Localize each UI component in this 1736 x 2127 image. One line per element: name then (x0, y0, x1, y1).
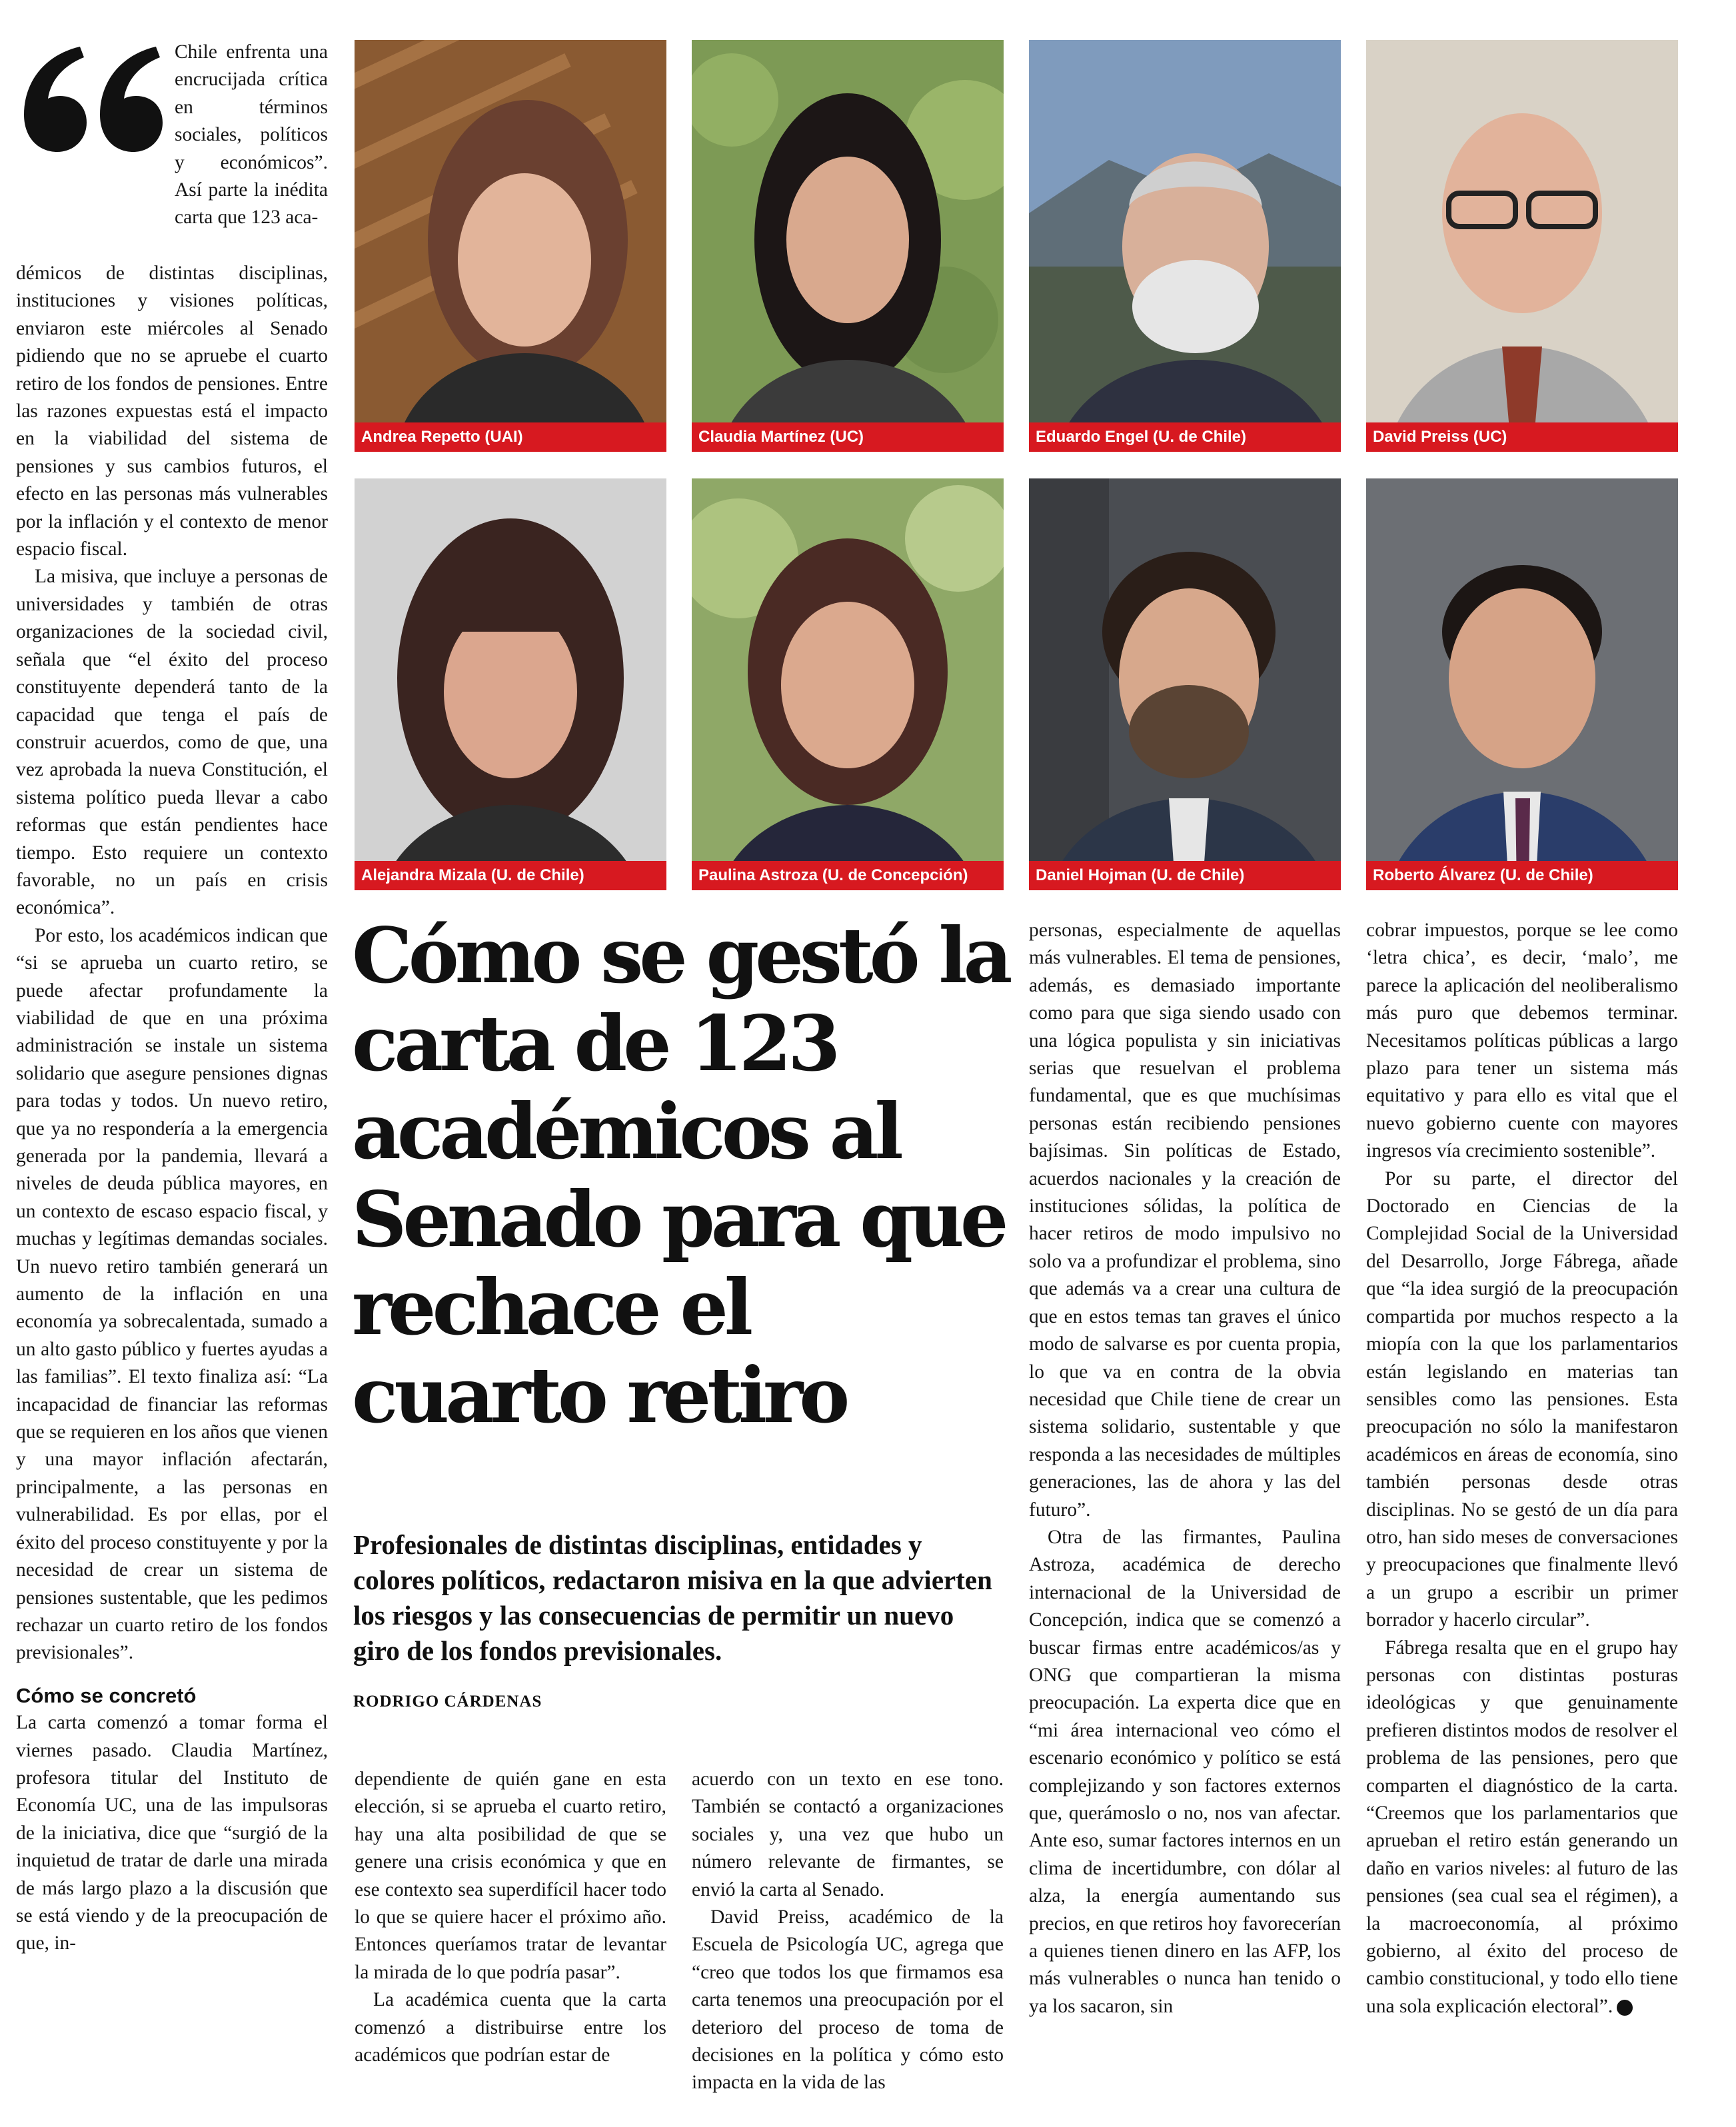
paragraph: La académica cuenta que la carta comenzó a distribuirse entre los académicos que podrían estar de (355, 1989, 666, 2066)
column-5 (1366, 917, 1678, 2020)
paragraph: La misiva, que incluye a personas de universidades y también de otras organizaciones de la sociedad civil, señala que “el éxito del proceso constituyente dependerá tanto de la capacidad que tenga el país de construir acuerdos, como de que, una vez aprobada la nueva Constitución, el sistema político pueda llevar a cabo reformas que están pendientes hace tiempo. Esto requiere un contexto favorable, no un país en crisis económica”. (16, 566, 328, 919)
photo-caption: Andrea Repetto (UAI) (355, 422, 666, 452)
paragraph: David Preiss, académico de la Escuela de Psicología UC, agrega que “creo que todos los que firmamos esa carta tenemos una preocupación por el deterioro del proceso de toma de decisiones en la política y cómo esto impacta en la vida de las (692, 1906, 1004, 2094)
photo-caption: Eduardo Engel (U. de Chile) (1029, 422, 1341, 452)
photo-claudia-martinez (692, 40, 1004, 452)
photo-eduardo-engel (1029, 40, 1341, 452)
paragraph (1366, 1635, 1678, 2021)
photo-daniel-hojman (1029, 478, 1341, 890)
photo-caption: David Preiss (UC) (1366, 422, 1678, 452)
column-4 (1029, 917, 1341, 2020)
photo-caption: Paulina Astroza (U. de Concepción) (692, 861, 1004, 890)
column-3 (692, 1766, 1004, 2097)
paragraph: Por esto, los académicos indican que “si se aprueba un cuarto retiro, se puede afectar profundamente la viabilidad de que en una próxima administración se instale un sistema solidario que asegure pensiones dignas para todas y todos. Un nuevo retiro, que ya no respondería a la emergencia generada por la pandemia, llevará a niveles de deuda pública mayores, en un contexto de escaso espacio fiscal, y muchas y legítimas demandas sociales. Un nuevo retiro también generará un aumento de la inflación en una economía ya sobrecalentada, sumado a un alto gasto público y fuertes ayudas a las familias”. El texto finaliza así: “La incapacidad de financiar las reformas que se requieren en los años que vienen y una mayor inflación afectarán, principalmente, a las personas en vulnerabilidad. Es por ellas, por el éxito del proceso constituyente y por la necesidad de crear un sistema de pensiones sustentable, que les pedimos rechazar un cuarto retiro de los fondos previsionales”. (16, 924, 328, 1664)
photo-caption: Daniel Hojman (U. de Chile) (1029, 861, 1341, 890)
article-byline: RODRIGO CÁRDENAS (353, 1693, 542, 1711)
end-mark-icon (1617, 2000, 1633, 2016)
article-deck: Profesionales de distintas disciplinas, entidades y colores políticos, redactaron misiva en la que advierten los riesgos y las consecuencias de permitir un nuevo giro de los fondos previsionales. (353, 1529, 992, 1666)
subheading: Cómo se concretó (16, 1683, 197, 1707)
photo-alejandra-mizala (355, 478, 666, 890)
photo-caption: Alejandra Mizala (U. de Chile) (355, 861, 666, 890)
photo-andrea-repetto (355, 40, 666, 452)
column-2 (355, 1766, 666, 2069)
article-headline: Cómo se gestó la carta de 123 académicos al Senado para que rechace el cuarto retiro (352, 911, 1009, 1440)
paragraph: acuerdo con un texto en ese tono. También se contactó a organizaciones sociales y, una vez que hubo un número relevante de firmantes, se envió la carta al Senado. (692, 1769, 1004, 1900)
intro-paragraph-cont: démicos de distintas disciplinas, instituciones y visiones políticas, enviaron este miércoles al Senado pidiendo que no se apruebe el cuarto retiro de los fondos de pensiones. Entre las razones expuestas está el impacto en la viabilidad del sistema de pensiones y sus cambios futuros, el efecto en las personas más vulnerables por la inflación y el contexto de menor espacio fiscal. (16, 263, 328, 560)
paragraph: Por su parte, el director del Doctorado en Ciencias de la Complejidad Social de la Universidad del Desarrollo, Jorge Fábrega, añade que “la idea surgió de la preocupación compartida por muchos respecto a la miopía con la que los parlamentarios están legislando en materias tan sensibles como las pensiones. Esta preocupación no sólo la manifestaron académicos en áreas de economía, sino también personas desde otras disciplinas. No se gestó de un día para otro, han sido meses de conversaciones y preocupaciones que finalmente llevó a un grupo a escribir un primer borrador y hacerlo circular”. (1366, 1167, 1678, 1631)
photo-paulina-astroza (692, 478, 1004, 890)
opening-quote-icon (19, 41, 165, 155)
paragraph: Otra de las firmantes, Paulina Astroza, académica de derecho internacional de la Universidad de Concepción, indica que se comenzó a buscar firmas entre académicos/as y ONG que compartieran la misma preocupación. La experta dice que en “mi área internacional veo cómo el escenario económico y político se está complejizando y son factores externos que, querámoslo o no, nos van afectar. Ante eso, sumar factores internos en un clima de incertidumbre, con dólar al alza, la energía aumentando sus precios, en que retiros hoy favorecerían a quienes tienen dinero en las AFP, los más vulnerables o nunca han tenido o ya los sacaron, sin (1029, 1526, 1341, 2017)
paragraph: La carta comenzó a tomar forma el viernes pasado. Claudia Martínez, profesora titular del Instituto de Economía UC, una de las impulsoras de la iniciativa, dice que “surgió de la inquietud de tratar de darle una mirada de más largo plazo a la discusión que se está viendo y de la preocupación de que, in- (16, 1712, 328, 1954)
photo-caption: Roberto Álvarez (U. de Chile) (1366, 861, 1678, 890)
column-1 (175, 39, 328, 232)
intro-paragraph-start: Chile enfrenta una encrucijada crítica en términos sociales, políticos y económicos”. Así parte la inédita carta que 123 aca- (175, 41, 328, 229)
photo-roberto-alvarez (1366, 478, 1678, 890)
paragraph-text: Fábrega resalta que en el grupo hay personas con distintas posturas ideológicas y que genuinamente prefieren distintos modos de resolver el problema de las pensiones, pero que comparten el diagnóstico de la carta. “Creemos que los parlamentarios que aprueban el retiro están generando un daño en varios niveles: al futuro de las pensiones (sea cual sea el régimen), a la macroeconomía, al próximo gobierno, al éxito del proceso de cambio constitucional, y todo ello tiene una sola explicación electoral”. (1366, 1637, 1678, 2017)
photo-david-preiss (1366, 40, 1678, 452)
paragraph: personas, especialmente de aquellas más vulnerables. El tema de pensiones, además, es demasiado importante como para que siga siendo usado con una lógica populista y sin iniciativas serias que resuelvan el problema fundamental, que es que muchísimas personas están recibiendo pensiones bajísimas. Sin políticas de Estado, acuerdos nacionales y la creación de instituciones sólidas, la política de hacer retiros de modo impulsivo no solo va a profundizar el problema, sino que además va a crear una cultura de que en estos temas tan graves el único modo de salvarse es por cuenta propia, lo que va en contra de la obvia necesidad que Chile tiene de crear un sistema solidario, sustentable y que responda a las necesidades de múltiples generaciones, las de ahora y las del futuro”. (1029, 920, 1341, 1521)
column-1-body (16, 260, 328, 1958)
paragraph: cobrar impuestos, porque se lee como ‘letra chica’, es decir, ‘malo’, me parece la aplicación del neoliberalismo más puro que debemos terminar. Necesitamos políticas públicas a largo plazo para tener un sistema más equitativo y para ello es vital que el nuevo gobierno cuente con mayores ingresos vía crecimiento sostenible”. (1366, 920, 1678, 1162)
photo-caption: Claudia Martínez (UC) (692, 422, 1004, 452)
paragraph: dependiente de quién gane en esta elección, si se aprueba el cuarto retiro, hay una alta posibilidad de que se genere una crisis económica y que en ese contexto sea superdifícil hacer todo lo que se quiere hacer el próximo año. Entonces queríamos tratar de levantar la mirada de lo que podría pasar”. (355, 1769, 666, 1983)
